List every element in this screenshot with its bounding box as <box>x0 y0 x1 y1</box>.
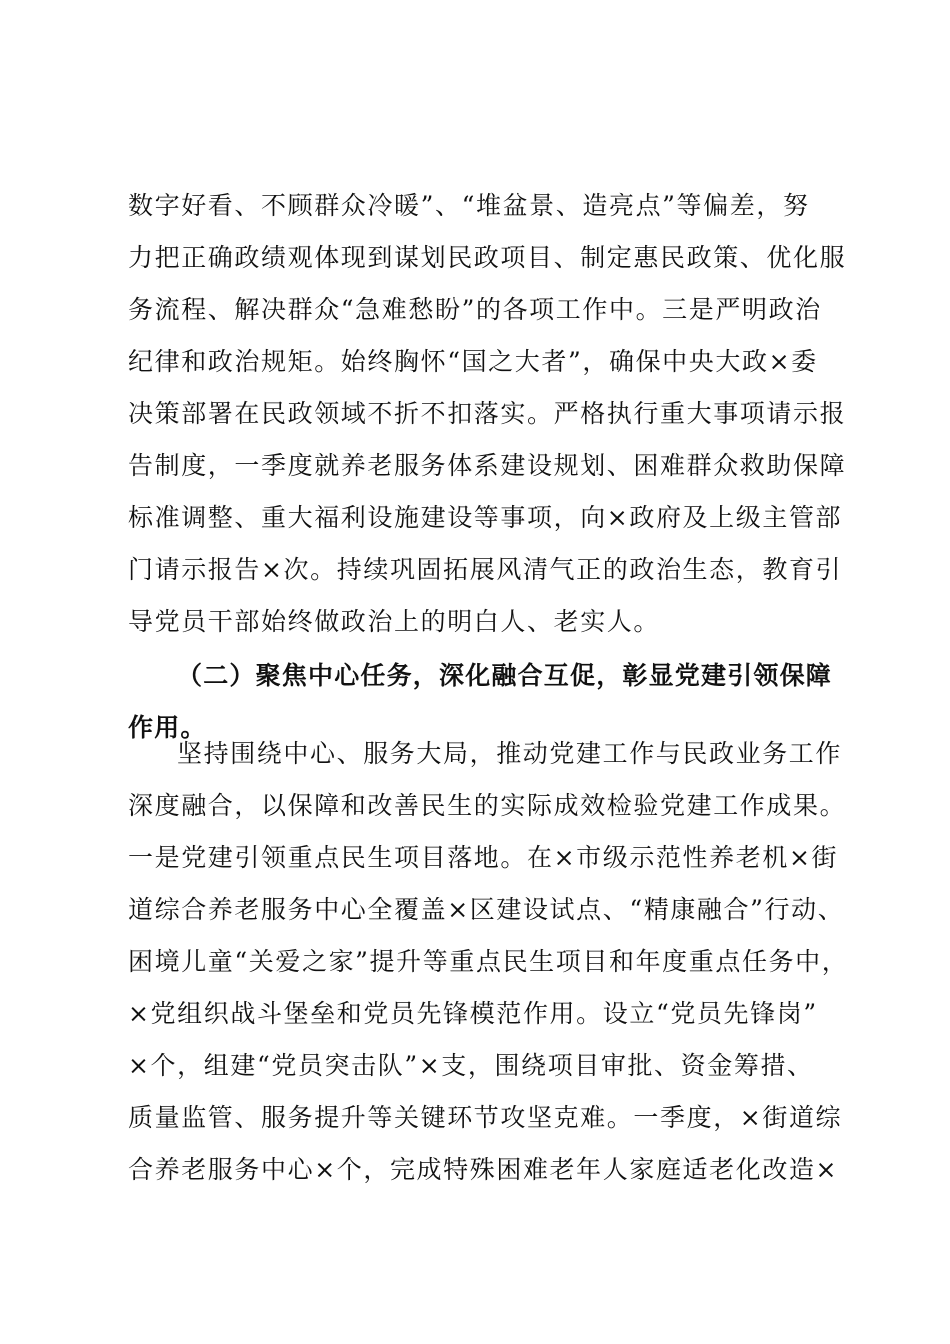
body-text-line: 决策部署在民政领域不折不扣落实。严格执行重大事项请示报 <box>128 399 847 428</box>
body-text-line: 数字好看、不顾群众冷暖”、“堆盆景、造亮点”等偏差，努 <box>128 191 810 220</box>
body-text-line: 合养老服务中心×个，完成特殊困难老年人家庭适老化改造× <box>128 1155 839 1184</box>
body-text-line: 标准调整、重大福利设施建设等事项，向×政府及上级主管部 <box>128 503 843 532</box>
body-text-line: ×个，组建“党员突击队”×支，围绕项目审批、资金筹措、 <box>128 1051 814 1080</box>
body-text-line: 坚持围绕中心、服务大局，推动党建工作与民政业务工作 <box>177 739 843 768</box>
body-text-line: 一是党建引领重点民生项目落地。在×市级示范性养老机×街 <box>128 843 839 872</box>
body-text-line: 困境儿童“关爱之家”提升等重点民生项目和年度重点任务中， <box>128 947 849 976</box>
body-text-line: 纪律和政治规矩。始终胸怀“国之大者”，确保中央大政×委 <box>128 347 818 376</box>
body-text-line: 门请示报告×次。持续巩固拓展风清气正的政治生态，教育引 <box>128 555 843 584</box>
section-heading-line: （二）聚焦中心任务，深化融合互促，彰显党建引领保障 <box>177 661 833 690</box>
body-text-line: 深度融合，以保障和改善民生的实际成效检验党建工作成果。 <box>128 791 847 820</box>
body-text-line: 道综合养老服务中心全覆盖×区建设试点、“精康融合”行动、 <box>128 895 845 924</box>
body-text-line: 导党员干部始终做政治上的明白人、老实人。 <box>128 607 661 636</box>
body-text-line: 告制度，一季度就养老服务体系建设规划、困难群众救助保障 <box>128 451 847 480</box>
body-text-line: 质量监管、服务提升等关键环节攻坚克难。一季度，×街道综 <box>128 1103 843 1132</box>
body-text-line: 力把正确政绩观体现到谋划民政项目、制定惠民政策、优化服 <box>128 243 847 272</box>
section-heading-line: 作用。 <box>128 713 207 742</box>
body-text-line: ×党组织战斗堡垒和党员先锋模范作用。设立“党员先锋岗” <box>128 999 818 1028</box>
body-text-line: 务流程、解决群众“急难愁盼”的各项工作中。三是严明政治 <box>128 295 822 324</box>
